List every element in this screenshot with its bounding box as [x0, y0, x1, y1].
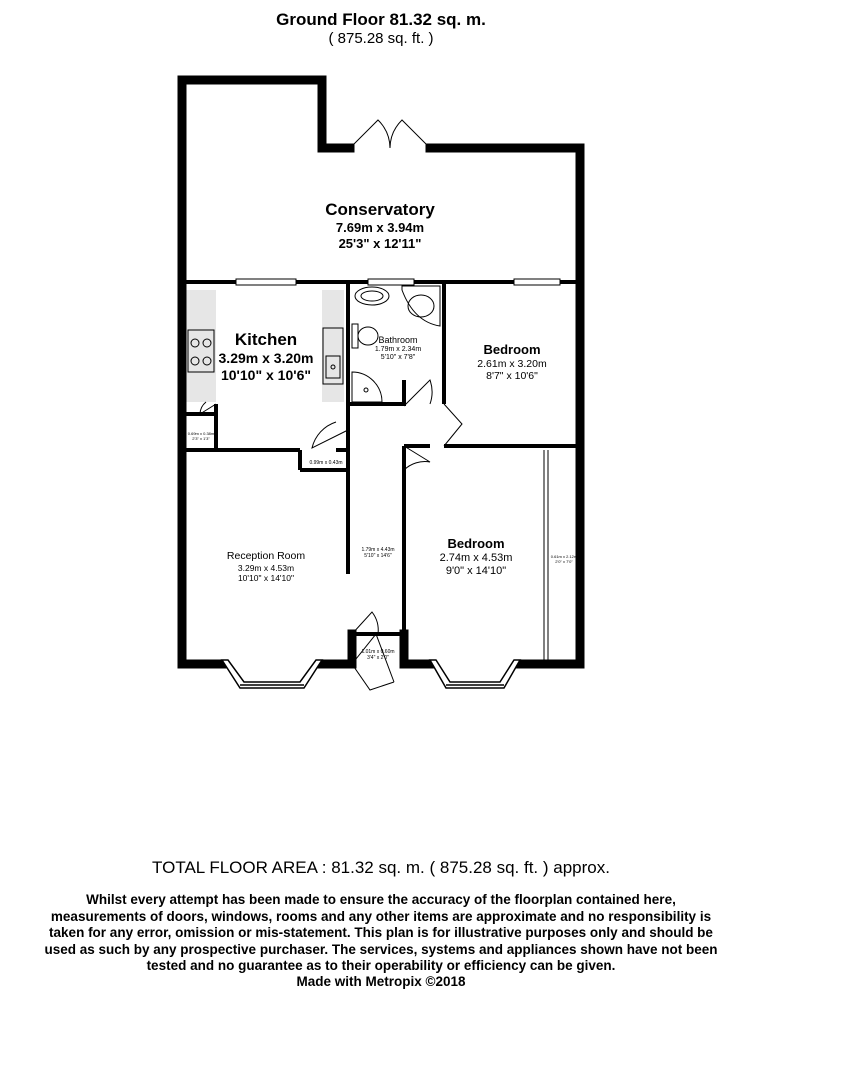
- room-name: Bathroom: [378, 335, 418, 345]
- basin-icon: [355, 287, 389, 305]
- shower-icon: [352, 372, 382, 402]
- hallway-label: [354, 547, 402, 559]
- conservatory-french-doors: [350, 120, 430, 148]
- bedroom-bay-window: [430, 660, 520, 688]
- bedroom-1-label: [452, 342, 572, 383]
- room-name: Bedroom: [483, 342, 541, 357]
- room-imperial: 5'10" x 7'8": [380, 354, 416, 362]
- room-imperial: 5'10" x 14'6": [364, 553, 392, 559]
- room-name: Conservatory: [325, 200, 435, 219]
- kitchen-cupboard-label: [186, 432, 216, 442]
- room-metric: 2.61m x 3.20m: [477, 357, 547, 370]
- room-imperial: 9'0" x 14'10": [445, 564, 507, 577]
- reception-room-label: [196, 550, 336, 583]
- room-metric: 7.69m x 3.94m: [335, 220, 425, 236]
- kitchen-label: [206, 330, 326, 384]
- credit-text: Made with Metropix ©2018: [296, 974, 466, 989]
- floor-title: Ground Floor 81.32 sq. m.: [276, 10, 486, 29]
- porch-label: [354, 649, 402, 661]
- reception-bay-window: [222, 660, 322, 688]
- conservatory-label: [300, 200, 460, 252]
- room-metric: 3.29m x 4.53m: [237, 562, 295, 573]
- room-metric: 0.61m x 2.12m: [550, 554, 578, 559]
- room-metric: 0.99m x 0.43m: [309, 460, 343, 466]
- room-imperial: 2'0" x 7'0": [555, 558, 573, 564]
- total-floor-area: TOTAL FLOOR AREA : 81.32 sq. m. ( 875.28 sq. ft. ) approx.: [152, 858, 610, 877]
- room-metric: 2.74m x 4.53m: [439, 551, 513, 564]
- room-metric: 1.01m x 0.60m: [361, 649, 395, 655]
- wardrobe-sliding-doors: [544, 450, 548, 662]
- room-imperial: 25'3" x 12'11": [338, 235, 422, 251]
- room-imperial: 2'3" x 1'3": [192, 435, 210, 441]
- room-name: Kitchen: [234, 330, 298, 349]
- room-imperial: 3'4" x 2'0": [367, 655, 389, 661]
- bathroom-label: [356, 335, 440, 363]
- wardrobe-label: [550, 555, 578, 565]
- floor-area-subtitle: ( 875.28 sq. ft. ): [328, 30, 434, 47]
- room-imperial: 10'10" x 10'6": [220, 367, 311, 384]
- room-metric: 1.79m x 4.43m: [361, 547, 395, 553]
- disclaimer-text: Whilst every attempt has been made to ensure the accuracy of the floorplan contained here, measurements of doors, windows, rooms and any other items are approximate and no responsibility is taken for any error, omission or mis-statement. This plan is for illustrative purposes only and should be used as such by any prospective purchaser. The services, systems and appliances shown have not been tested and no guarantee as to their operability or efficiency can be given.: [44, 892, 718, 973]
- bath-icon: [402, 286, 440, 326]
- room-imperial: 10'10" x 14'10": [237, 572, 295, 583]
- room-metric: 1.79m x 2.34m: [374, 345, 422, 353]
- bedroom-2-label: [412, 536, 540, 578]
- room-metric: 0.69m x 0.38m: [187, 431, 215, 436]
- room-name: Reception Room: [226, 550, 306, 562]
- door-swings: [200, 380, 462, 690]
- room-metric: 3.29m x 3.20m: [218, 350, 314, 367]
- store-label: [304, 460, 348, 466]
- room-imperial: 8'7" x 10'6": [486, 370, 538, 383]
- room-name: Bedroom: [447, 536, 505, 551]
